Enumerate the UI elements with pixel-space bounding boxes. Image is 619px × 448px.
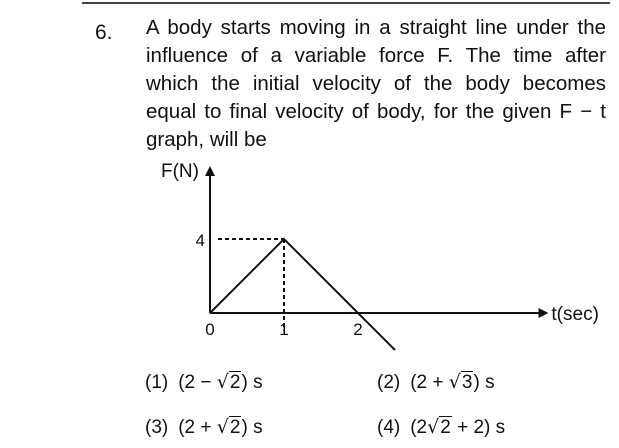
top-divider [82,2,610,4]
option-prefix: (2 + [410,372,449,393]
sqrt-sign: √ [427,416,440,438]
radicand: 2 [440,417,451,438]
radicand: 3 [461,372,473,393]
radicand: 2 [229,417,241,438]
sqrt-sign: √ [216,416,229,438]
question-line: influence of a variable force F. The time after [146,44,606,67]
option-suffix: + 2) s [451,417,506,438]
option-prefix: (2 − [178,372,217,393]
x-tick-label: 0 [205,320,215,339]
force-time-graph [140,150,599,360]
question-number: 6. [95,21,113,44]
sqrt-sign: √ [216,371,229,393]
x-axis-label: t(sec) [551,304,599,325]
option-2[interactable] [377,369,495,396]
option-prefix: (2 + [178,417,217,438]
option-number: (1) [145,372,169,393]
option-3[interactable] [145,414,263,441]
option-number: (4) [377,417,401,438]
question-line: graph, will be [146,128,267,151]
option-number: (2) [377,372,401,393]
square-root [449,369,474,396]
square-root [217,369,242,396]
sqrt-sign: √ [448,371,461,393]
option-4[interactable] [377,414,505,441]
question-line: A body starts moving in a straight line under the [146,16,606,39]
square-root [217,414,242,441]
option-suffix: ) s [241,372,263,393]
y-axis-label: F(N) [161,161,199,182]
question-line: equal to final velocity of body, for the given F − t [146,100,606,123]
option-suffix: ) s [241,417,263,438]
y-tick-label: 4 [195,231,205,250]
option-suffix: ) s [473,372,495,393]
force-series-line [210,239,395,350]
x-tick-label: 2 [353,320,363,339]
option-1[interactable] [145,369,263,396]
square-root [427,414,452,441]
question-line: which the initial velocity of the body becomes [146,72,606,95]
x-tick-label: 1 [279,320,289,339]
question-text [146,14,606,154]
option-number: (3) [145,417,169,438]
option-prefix: (2 [410,417,428,438]
radicand: 2 [229,372,241,393]
